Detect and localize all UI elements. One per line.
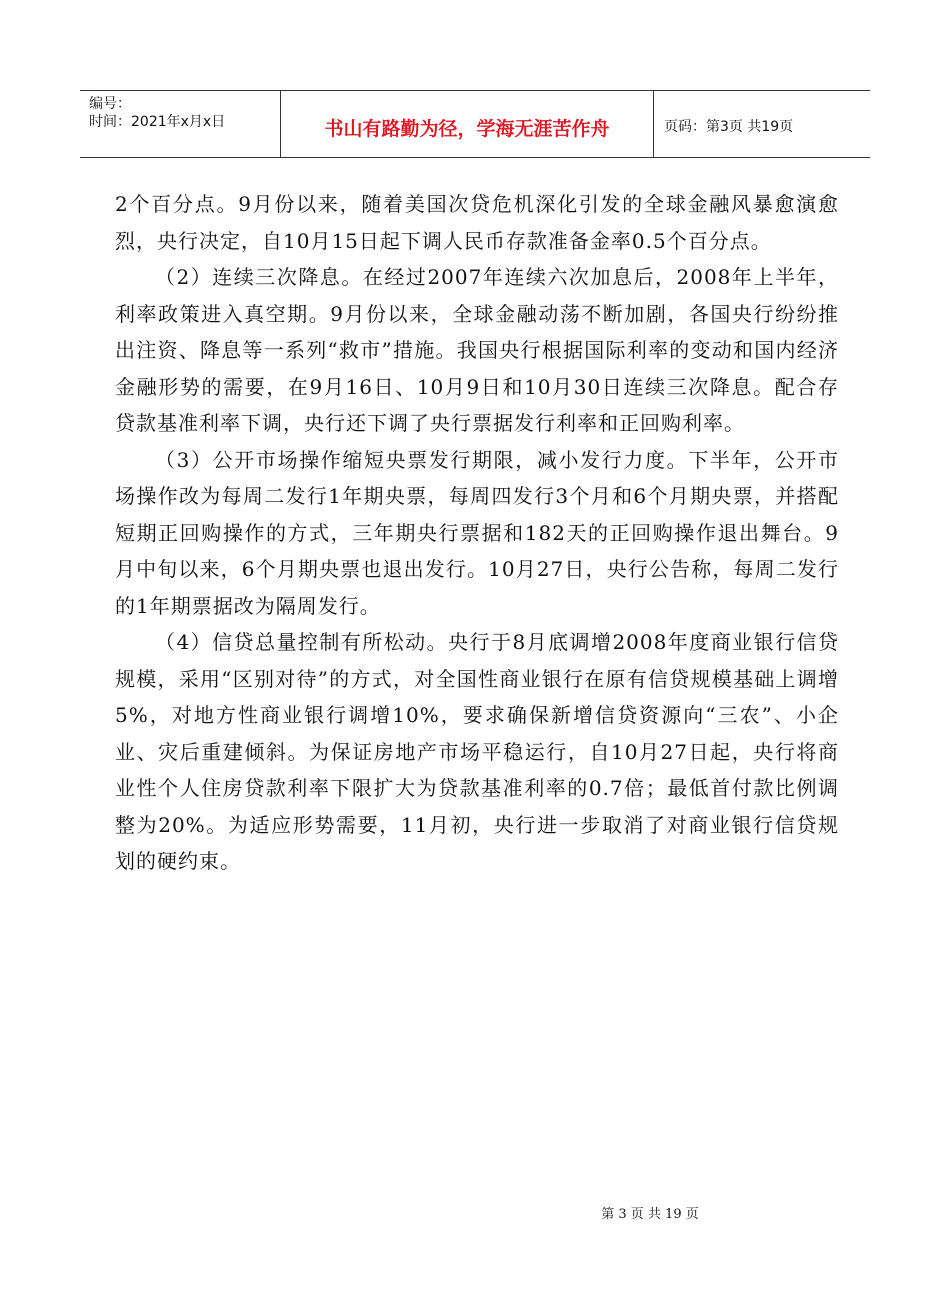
document-body [115,186,839,880]
header-page-info: 页码：第3页 共19页 [664,119,794,135]
paragraph-rate-cuts: （2）连续三次降息。在经过2007年连续六次加息后，2008年上半年，利率政策进入真空期。9月份以来，全球金融动荡不断加剧，各国央行纷纷推出注资、降息等一系列“救市”措施。我国央行根据国际利率的变动和国内经济金融形势的需要，在9月16日、10月9日和10月30日连续三次降息。配合存贷款基准利率下调，央行还下调了央行票据发行利率和正回购利率。 [115,265,839,435]
page-footer: 第 3 页 共 19 页 [601,1207,699,1222]
document-time: 时间：2021年x月x日 [89,114,226,130]
header-meta [80,91,281,157]
document-number-label: 编号： [89,96,131,112]
paragraph-open-market: （3）公开市场操作缩短央票发行期限，减小发行力度。下半年，公开市场操作改为每周二发行1年期央票，每周四发行3个月和6个月期央票，并搭配短期正回购操作的方式，三年期央行票据和182天的正回购操作退出舞台。9月中旬以来，6个月期央票也退出发行。10月27日，央行公告称，每周二发行的1年期票据改为隔周发行。 [115,447,839,618]
paragraph-credit-control: （4）信贷总量控制有所松动。央行于8月底调增2008年度商业银行信贷规模，采用“区别对待”的方式，对全国性商业银行在原有信贷规模基础上调增5%，对地方性商业银行调增10%，要求确保新增信贷资源向“三农”、小企业、灾后重建倾斜。为保证房地产市场平稳运行，自10月27日起，央行将商业性个人住房贷款利率下限扩大为贷款基准利率的0.7倍；最低首付款比例调整为20%。为适应形势需要，11月初，央行进一步取消了对商业银行信贷规划的硬约束。 [115,630,839,873]
paragraph-continued: 2个百分点。9月份以来，随着美国次贷危机深化引发的全球金融风暴愈演愈烈，央行决定，自10月15日起下调人民币存款准备金率0.5个百分点。 [115,192,839,253]
page-header [80,90,870,158]
header-motto: 书山有路勤为径，学海无涯苦作舟 [281,91,654,157]
